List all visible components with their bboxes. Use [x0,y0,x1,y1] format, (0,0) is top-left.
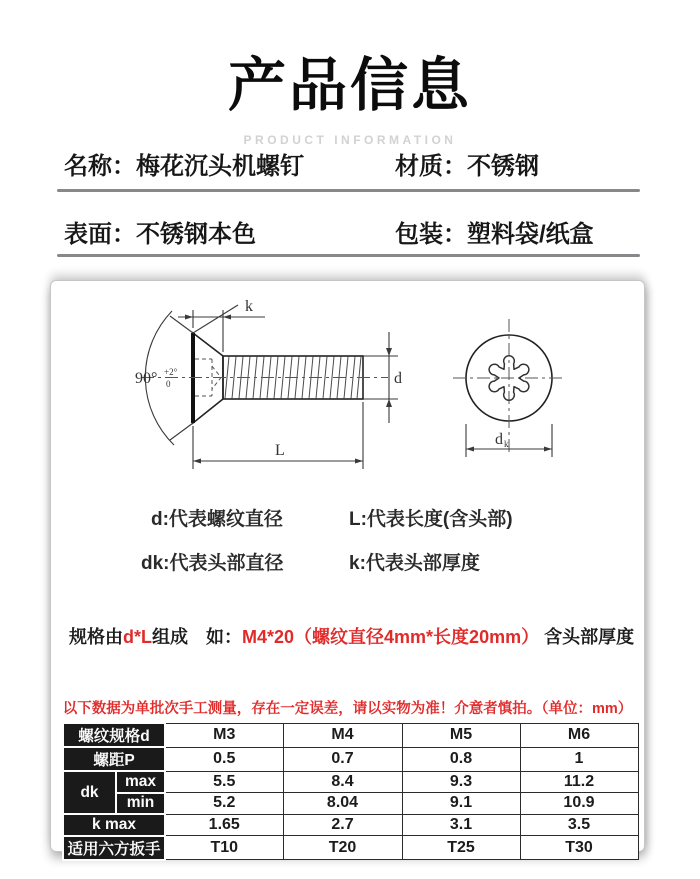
table-row-dk-max [63,771,638,793]
cell: 10.9 [520,793,638,815]
cell: 5.5 [165,771,283,793]
table-row-k-max [63,814,638,836]
spec-seg1: 规格由 [69,627,123,647]
angle-tolerance-upper: +2° [164,367,178,377]
cell: 1 [520,747,638,771]
cell: 0.8 [402,747,520,771]
cell: M3 [165,723,283,747]
spec-seg3: 组成 如： [152,627,242,647]
angle-tolerance-lower: 0 [166,379,171,389]
divider-line [57,254,640,257]
cell: 8.4 [283,771,402,793]
row-subheader: max [116,771,165,793]
cell: M6 [520,723,638,747]
product-packaging: 包装：塑料袋/纸盒 [395,221,594,248]
cell: T25 [402,836,520,860]
cell: 5.2 [165,793,283,815]
legend-dk: dk:代表头部直径 [141,553,284,574]
product-material: 材质：不锈钢 [395,153,539,180]
legend-k: k:代表头部厚度 [349,553,480,574]
divider-line [57,189,640,192]
legend-L: L:代表长度(含头部) [349,509,513,530]
cell: 1.65 [165,814,283,836]
measurement-warning: 以下数据为单批次手工测量，存在一定误差，请以实物为准！介意者慎拍。（单位：mm） [62,701,633,717]
cell: 11.2 [520,771,638,793]
table-row-pitch [63,747,638,771]
table-row-wrench [63,836,638,860]
cell: 9.3 [402,771,520,793]
cell: 0.5 [165,747,283,771]
spec-seg5: 含头部厚度 [539,627,635,647]
row-header: k max [63,814,165,836]
row-subheader: min [116,793,165,815]
product-surface: 表面：不锈钢本色 [64,221,256,248]
table-row-thread-spec [63,723,638,747]
spec-seg4: M4*20（螺纹直径4mm*长度20mm） [242,627,540,647]
d-label: d [394,370,402,387]
page-title: 产品信息 [227,53,472,118]
table-row-dk-min [63,793,638,815]
dk-label-sub: k [504,439,509,449]
L-label: L [275,442,285,459]
cell: T10 [165,836,283,860]
cell: T20 [283,836,402,860]
product-name: 名称：梅花沉头机螺钉 [64,153,304,180]
cell: 0.7 [283,747,402,771]
cell: T30 [520,836,638,860]
k-label: k [245,298,253,315]
page-subtitle: PRODUCT INFORMATION [243,133,457,147]
row-header: dk [63,771,116,814]
row-header: 适用六方扳手 [63,836,165,860]
cell: M4 [283,723,402,747]
top-view [453,319,565,457]
cell: 2.7 [283,814,402,836]
cell: M5 [402,723,520,747]
cell: 9.1 [402,793,520,815]
row-header: 螺纹规格d [63,723,165,747]
cell: 8.04 [283,793,402,815]
detail-box [50,280,645,858]
angle-label: 90° [135,370,158,387]
dimension-L [193,402,363,469]
cell: 3.5 [520,814,638,836]
side-view [135,298,402,469]
spec-seg2: d*L [123,627,152,647]
legend-d: d:代表螺纹直径 [151,509,283,530]
cell: 3.1 [402,814,520,836]
spec-format-line [69,623,634,649]
size-spec-table [62,722,639,861]
info-row-2 [0,214,700,246]
row-header: 螺距P [63,747,165,771]
info-row-1 [0,146,700,178]
dk-label-main: d [495,431,503,448]
screw-technical-drawing [51,283,644,493]
